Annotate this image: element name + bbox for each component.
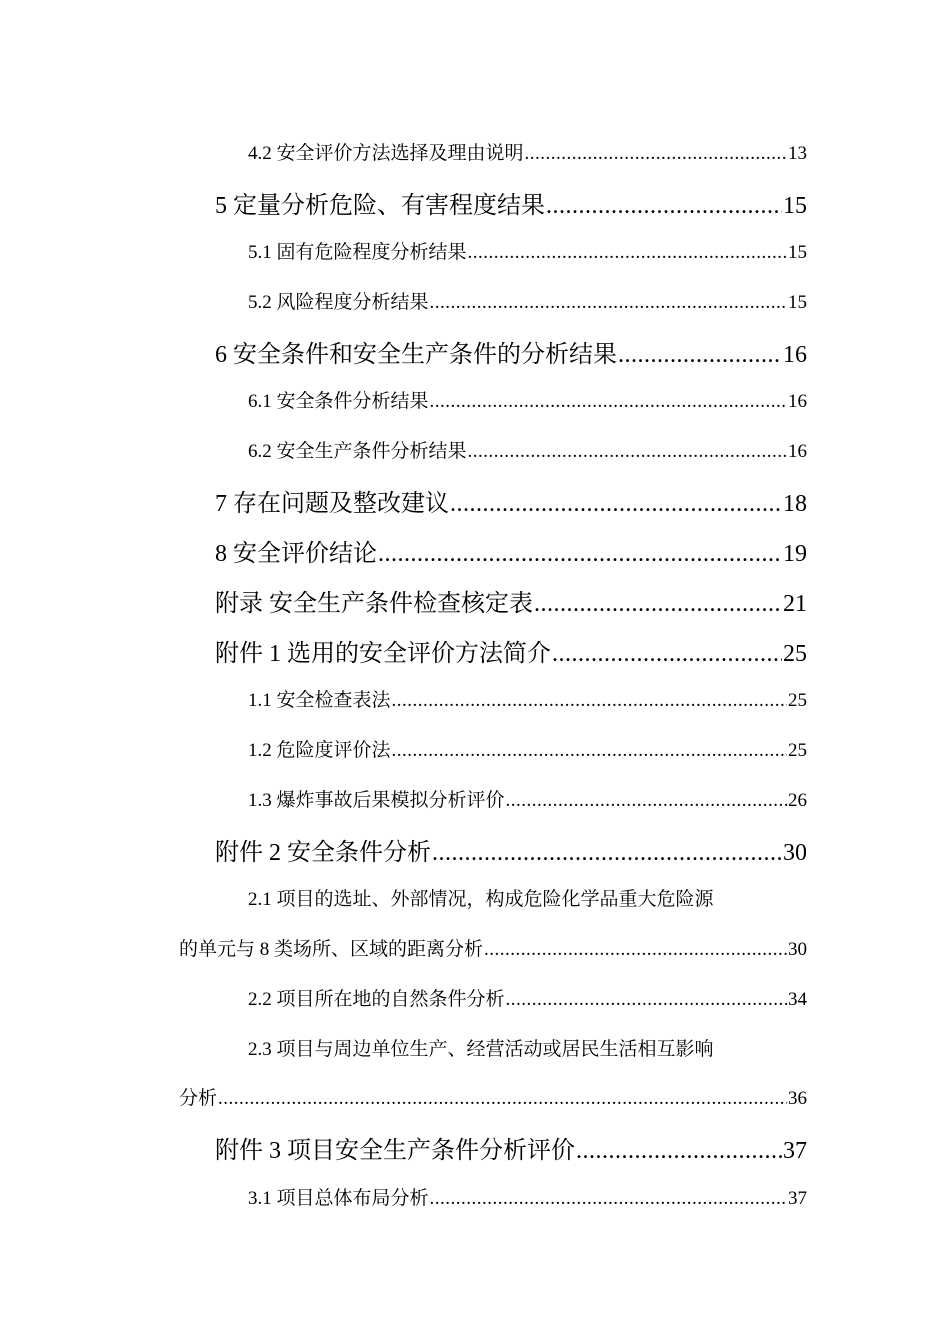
toc-leader-dots <box>618 342 782 369</box>
toc-entry-1-2[interactable] <box>248 735 807 762</box>
toc-entry-label: 1.3 爆炸事故后果模拟分析评价 <box>248 790 505 811</box>
toc-page-number: 16 <box>788 441 807 462</box>
toc-leader-dots <box>552 641 782 668</box>
toc-leader-dots <box>378 541 782 568</box>
toc-entry-2-1-line1[interactable] <box>248 884 807 911</box>
toc-page-number: 36 <box>788 1088 807 1109</box>
toc-entry-7[interactable] <box>215 483 807 518</box>
toc-page-number: 15 <box>788 292 807 313</box>
toc-page-number: 25 <box>788 740 807 761</box>
toc-leader-dots <box>430 391 787 413</box>
toc-page-number: 16 <box>788 391 807 412</box>
toc-entry-label: 1.1 安全检查表法 <box>248 690 391 711</box>
toc-entry-label: 5.1 固有危险程度分析结果 <box>248 242 467 263</box>
toc-page-number: 25 <box>783 641 807 667</box>
toc-leader-dots <box>468 441 787 463</box>
toc-page-number: 26 <box>788 790 807 811</box>
toc-entry-label: 2.2 项目所在地的自然条件分析 <box>248 989 505 1010</box>
toc-entry-5[interactable] <box>215 185 807 220</box>
toc-leader-dots <box>430 1188 787 1210</box>
toc-entry-label: 6.2 安全生产条件分析结果 <box>248 441 467 462</box>
toc-page-number: 13 <box>788 143 807 164</box>
toc-entry-label: 6.1 安全条件分析结果 <box>248 391 429 412</box>
toc-entry-label: 5.2 风险程度分析结果 <box>248 292 429 313</box>
toc-page-number: 34 <box>788 989 807 1010</box>
toc-entry-label: 6 安全条件和安全生产条件的分析结果 <box>215 342 617 368</box>
toc-entry-5-2[interactable] <box>248 287 807 314</box>
toc-entry-1-1[interactable] <box>248 685 807 712</box>
toc-entry-label: 3.1 项目总体布局分析 <box>248 1188 429 1209</box>
toc-entry-label: 附录 安全生产条件检查核定表 <box>215 591 533 617</box>
toc-entry-attachment-2[interactable] <box>215 832 807 867</box>
toc-page-number: 30 <box>783 840 807 866</box>
toc-entry-label: 2.1 项目的选址、外部情况，构成危险化学品重大危险源 <box>248 889 714 910</box>
toc-entry-2-3-line1[interactable] <box>248 1034 807 1061</box>
toc-entry-attachment-1[interactable] <box>215 633 807 668</box>
toc-entry-label: 附件 2 安全条件分析 <box>215 840 431 866</box>
toc-leader-dots <box>506 790 787 812</box>
toc-entry-label: 8 安全评价结论 <box>215 541 377 567</box>
toc-page-number: 37 <box>783 1138 807 1164</box>
toc-entry-label: 分析 <box>179 1088 218 1109</box>
toc-entry-label: 的单元与 8 类场所、区域的距离分析 <box>179 939 484 960</box>
toc-page-number: 19 <box>783 541 807 567</box>
toc-entry-label: 5 定量分析危险、有害程度结果 <box>215 193 545 219</box>
toc-entry-6[interactable] <box>215 334 807 369</box>
toc-entry-label: 附件 1 选用的安全评价方法简介 <box>215 641 551 667</box>
toc-leader-dots <box>484 939 787 961</box>
toc-entry-6-2[interactable] <box>248 436 807 463</box>
toc-entry-2-2[interactable] <box>248 984 807 1011</box>
toc-leader-dots <box>546 193 782 220</box>
toc-page-number: 25 <box>788 690 807 711</box>
toc-entry-appendix[interactable] <box>215 583 807 618</box>
toc-page-number: 15 <box>783 193 807 219</box>
toc-entry-label: 1.2 危险度评价法 <box>248 740 391 761</box>
toc-page-number: 30 <box>788 939 807 960</box>
toc-page-number: 15 <box>788 242 807 263</box>
toc-entry-label: 2.3 项目与周边单位生产、经营活动或居民生活相互影响 <box>248 1039 714 1060</box>
toc-entry-label: 7 存在问题及整改建议 <box>215 491 449 517</box>
toc-entry-3-1[interactable] <box>248 1183 807 1210</box>
toc-leader-dots <box>218 1088 787 1110</box>
toc-page-number: 18 <box>783 491 807 517</box>
toc-entry-2-3-line2[interactable] <box>179 1083 807 1110</box>
toc-leader-dots <box>450 491 782 518</box>
toc-entry-5-1[interactable] <box>248 237 807 264</box>
toc-entry-label: 4.2 安全评价方法选择及理由说明 <box>248 143 524 164</box>
toc-page-number: 37 <box>788 1188 807 1209</box>
toc-leader-dots <box>392 690 787 712</box>
toc-entry-8[interactable] <box>215 533 807 568</box>
toc-leader-dots <box>506 989 787 1011</box>
toc-entry-2-1-line2[interactable] <box>179 934 807 961</box>
toc-entry-6-1[interactable] <box>248 386 807 413</box>
toc-page-number: 16 <box>783 342 807 368</box>
toc-leader-dots <box>468 242 787 264</box>
toc-leader-dots <box>525 143 787 165</box>
toc-leader-dots <box>432 840 782 867</box>
toc-entry-label: 附件 3 项目安全生产条件分析评价 <box>215 1138 575 1164</box>
toc-leader-dots <box>430 292 787 314</box>
toc-leader-dots <box>534 591 782 618</box>
toc-leader-dots <box>392 740 787 762</box>
toc-page-number: 21 <box>783 591 807 617</box>
toc-entry-attachment-3[interactable] <box>215 1130 807 1165</box>
toc-entry-4-2[interactable] <box>248 138 807 165</box>
toc-leader-dots <box>576 1138 782 1165</box>
toc-entry-1-3[interactable] <box>248 785 807 812</box>
